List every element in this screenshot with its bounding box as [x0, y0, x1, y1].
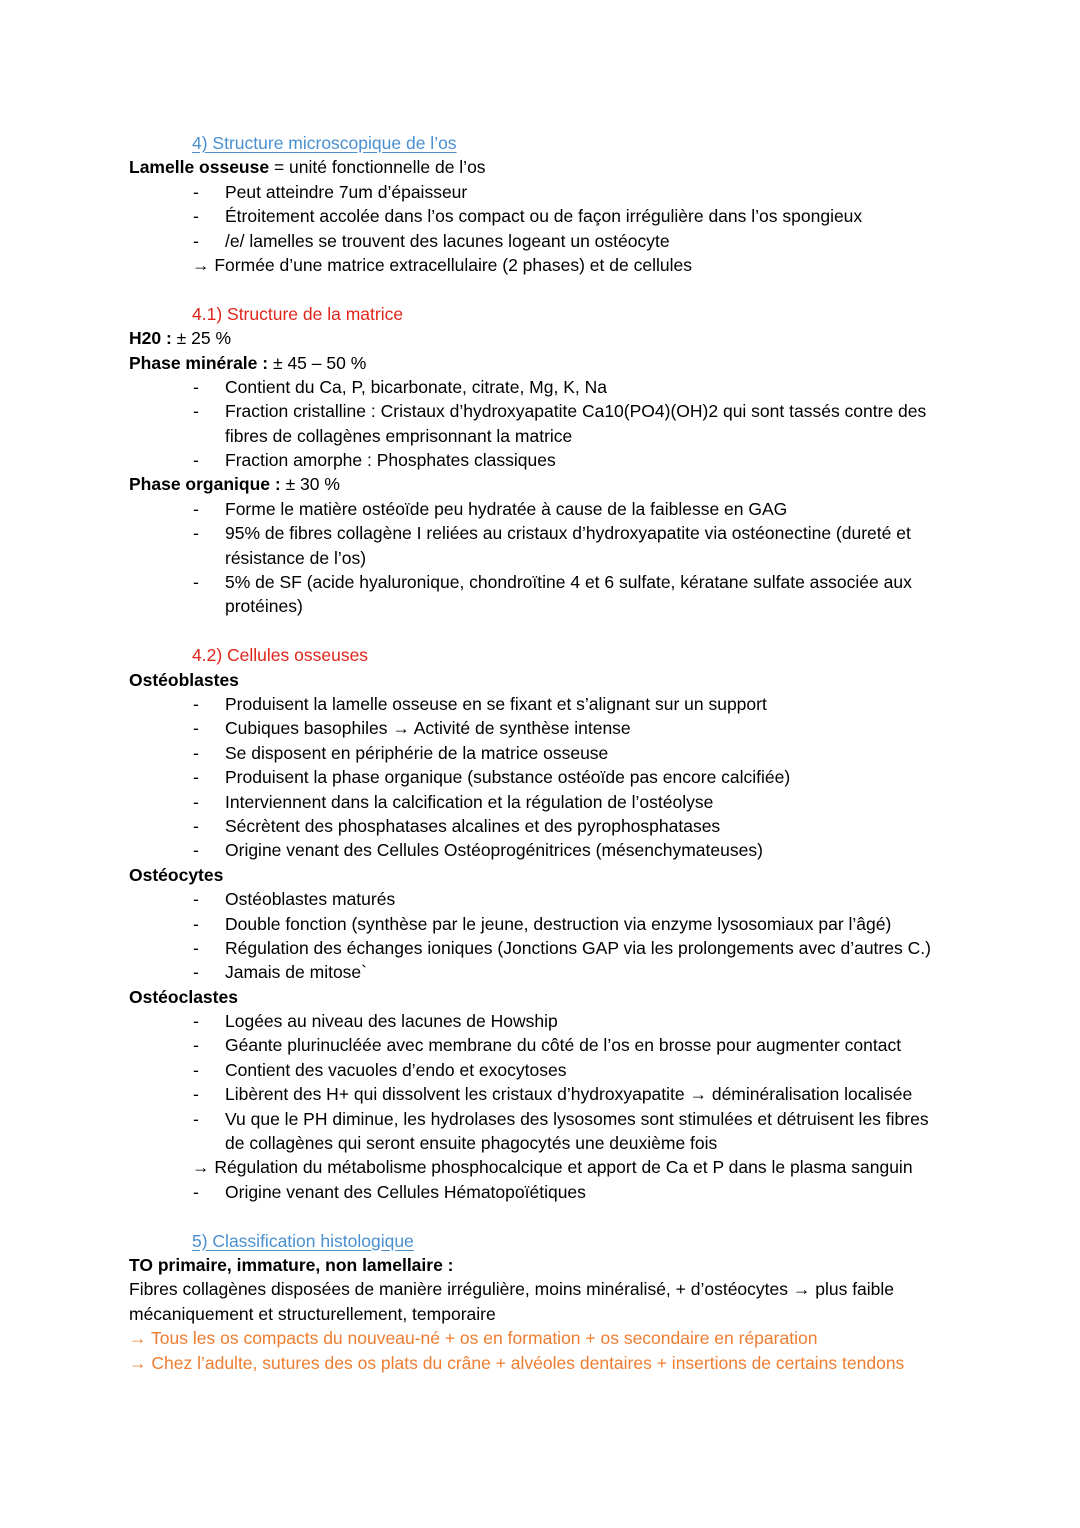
arrow-note-text: → Tous les os compacts du nouveau-né + os en formation + os secondaire en réparation	[129, 1328, 818, 1349]
bullet-dash: -	[193, 889, 199, 910]
section-heading	[0, 1229, 1080, 1253]
bullet-item	[0, 960, 1080, 984]
bullet-dash: -	[193, 1108, 199, 1129]
bullet-dash: -	[193, 1084, 199, 1105]
bullet-text: Produisent la lamelle osseuse en se fixant et s’alignant sur un support	[225, 693, 767, 714]
bullet-item	[0, 399, 1080, 423]
bold-term: Lamelle osseuse	[129, 157, 270, 178]
bullet-text: Libèrent des H+ qui dissolvent les cristaux d’hydroxyapatite → déminéralisation localisée	[225, 1084, 913, 1105]
bullet-item	[0, 1082, 1080, 1106]
arrow-note	[0, 1155, 1080, 1179]
bullet-item	[0, 716, 1080, 740]
paragraph-text: mécaniquement et structurellement, temporaire	[129, 1303, 496, 1324]
arrow-note	[0, 1326, 1080, 1350]
bold-term: TO primaire, immature, non lamellaire :	[129, 1254, 454, 1275]
bullet-text: Forme le matière ostéoïde peu hydratée à cause de la faiblesse en GAG	[225, 498, 788, 519]
bullet-item	[0, 229, 1080, 253]
arrow-note-text: → Chez l’adulte, sutures des os plats du crâne + alvéoles dentaires + insertions de certains tendons	[129, 1352, 905, 1373]
bullet-dash: -	[193, 498, 199, 519]
paragraph-line	[0, 326, 1080, 350]
paragraph-line	[0, 985, 1080, 1009]
bullet-dash: -	[193, 523, 199, 544]
bullet-text: Origine venant des Cellules Ostéoprogénitrices (mésenchymateuses)	[225, 840, 763, 861]
bullet-item	[0, 204, 1080, 228]
paragraph-line	[0, 351, 1080, 375]
bullet-item	[0, 570, 1080, 594]
paragraph-line	[0, 863, 1080, 887]
bold-term: Ostéocytes	[129, 864, 224, 885]
paragraph-line	[0, 472, 1080, 496]
bullet-continuation	[0, 594, 1080, 618]
bullet-item	[0, 887, 1080, 911]
bullet-item	[0, 180, 1080, 204]
bullet-text: 95% de fibres collagène I reliées au cristaux d’hydroxyapatite via ostéonectine (dureté et	[225, 523, 911, 544]
bullet-text: Géante plurinucléée avec membrane du côté de l’os en brosse pour augmenter contact	[225, 1035, 902, 1056]
bullet-continuation	[0, 424, 1080, 448]
bullet-item	[0, 1058, 1080, 1082]
bullet-dash: -	[193, 401, 199, 422]
bullet-text: Fraction amorphe : Phosphates classiques	[225, 450, 556, 471]
bullet-dash: -	[193, 791, 199, 812]
bullet-text: protéines)	[225, 596, 303, 617]
section-heading	[0, 302, 1080, 326]
bullet-item	[0, 765, 1080, 789]
bullet-dash: -	[193, 1059, 199, 1080]
bold-term: Phase organique :	[129, 474, 281, 495]
bullet-text: Régulation des échanges ioniques (Jonctions GAP via les prolongements avec d’autres C.)	[225, 937, 931, 958]
bullet-dash: -	[193, 572, 199, 593]
bullet-item	[0, 1009, 1080, 1033]
paragraph-line	[0, 1302, 1080, 1326]
arrow-note-text: → Régulation du métabolisme phosphocalcique et apport de Ca et P dans le plasma sanguin	[192, 1157, 913, 1178]
bullet-dash: -	[193, 376, 199, 397]
bullet-item	[0, 497, 1080, 521]
bullet-continuation	[0, 546, 1080, 570]
bullet-text: Double fonction (synthèse par le jeune, destruction via enzyme lysosomiaux par l’âgé)	[225, 913, 892, 934]
bullet-item	[0, 741, 1080, 765]
bullet-text: Contient du Ca, P, bicarbonate, citrate, Mg, K, Na	[225, 376, 607, 397]
bullet-dash: -	[193, 962, 199, 983]
bullet-text: Peut atteindre 7um d’épaisseur	[225, 181, 468, 202]
bullet-text: Ostéoblastes maturés	[225, 889, 396, 910]
section-heading-text[interactable]: 4) Structure microscopique de l’os	[192, 133, 457, 153]
bullet-text: Cubiques basophiles → Activité de synthèse intense	[225, 718, 631, 739]
bullet-dash: -	[193, 1181, 199, 1202]
bullet-item	[0, 375, 1080, 399]
bullet-dash: -	[193, 450, 199, 471]
bullet-dash: -	[193, 718, 199, 739]
bold-term: H20 :	[129, 328, 172, 349]
arrow-note-text: → Formée d’une matrice extracellulaire (2 phases) et de cellules	[192, 254, 692, 275]
bullet-text: Vu que le PH diminue, les hydrolases des lysosomes sont stimulées et détruisent les fibres	[225, 1108, 929, 1129]
section-heading-text: 4.1) Structure de la matrice	[192, 303, 404, 324]
bullet-item	[0, 790, 1080, 814]
bullet-text: Interviennent dans la calcification et la régulation de l’ostéolyse	[225, 791, 714, 812]
bold-term: Ostéoblastes	[129, 669, 239, 690]
bullet-item	[0, 1033, 1080, 1057]
bullet-dash: -	[193, 1011, 199, 1032]
bullet-dash: -	[193, 693, 199, 714]
bullet-text: Étroitement accolée dans l’os compact ou de façon irrégulière dans l’os spongieux	[225, 206, 863, 227]
bullet-dash: -	[193, 206, 199, 227]
bullet-text: Se disposent en périphérie de la matrice osseuse	[225, 742, 609, 763]
bullet-text: résistance de l’os)	[225, 547, 367, 568]
bullet-text: Sécrètent des phosphatases alcalines et des pyrophosphatases	[225, 815, 721, 836]
bullet-item	[0, 1180, 1080, 1204]
bullet-text: Produisent la phase organique (substance ostéoïde pas encore calcifiée)	[225, 767, 791, 788]
paragraph-text: = unité fonctionnelle de l’os	[269, 157, 486, 178]
bullet-item	[0, 692, 1080, 716]
bold-term: Ostéoclastes	[129, 986, 238, 1007]
arrow-note	[0, 253, 1080, 277]
bullet-dash: -	[193, 742, 199, 763]
bullet-item	[0, 448, 1080, 472]
bullet-dash: -	[193, 937, 199, 958]
section-heading-text: 4.2) Cellules osseuses	[192, 645, 369, 666]
bullet-item	[0, 521, 1080, 545]
bullet-dash: -	[193, 767, 199, 788]
bullet-dash: -	[193, 815, 199, 836]
bullet-dash: -	[193, 840, 199, 861]
section-heading	[0, 131, 1080, 155]
bullet-continuation	[0, 1131, 1080, 1155]
bullet-dash: -	[193, 913, 199, 934]
bullet-dash: -	[193, 181, 199, 202]
bullet-text: de collagènes qui seront ensuite phagocytés une deuxième fois	[225, 1133, 718, 1154]
bullet-item	[0, 912, 1080, 936]
blank-line	[0, 619, 1080, 643]
bullet-text: Origine venant des Cellules Hématopoïétiques	[225, 1181, 586, 1202]
blank-line	[0, 1204, 1080, 1228]
blank-line	[0, 277, 1080, 301]
paragraph-line	[0, 1253, 1080, 1277]
bullet-text: 5% de SF (acide hyaluronique, chondroïtine 4 et 6 sulfate, kératane sulfate associée aux	[225, 572, 912, 593]
bullet-text: Fraction cristalline : Cristaux d’hydroxyapatite Ca10(PO4)(OH)2 qui sont tassés contre des	[225, 401, 927, 422]
paragraph-text: ± 45 – 50 %	[268, 352, 367, 373]
bold-term: Phase minérale :	[129, 352, 269, 373]
paragraph-text: Fibres collagènes disposées de manière irrégulière, moins minéralisé, + d’ostéocytes → plus faible	[129, 1279, 895, 1300]
bullet-text: fibres de collagènes emprisonnant la matrice	[225, 425, 573, 446]
paragraph-line	[0, 155, 1080, 179]
bullet-text: /e/ lamelles se trouvent des lacunes logeant un ostéocyte	[225, 230, 670, 251]
bullet-item	[0, 1107, 1080, 1131]
paragraph-line	[0, 668, 1080, 692]
section-heading-text[interactable]: 5) Classification histologique	[192, 1230, 414, 1251]
bullet-text: Jamais de mitose`	[225, 962, 367, 983]
bullet-text: Logées au niveau des lacunes de Howship	[225, 1011, 558, 1032]
document-page	[0, 131, 1080, 1375]
bullet-item	[0, 838, 1080, 862]
paragraph-text: ± 25 %	[171, 328, 232, 349]
bullet-item	[0, 936, 1080, 960]
section-heading	[0, 643, 1080, 667]
paragraph-text: ± 30 %	[280, 474, 340, 495]
bullet-item	[0, 814, 1080, 838]
bullet-dash: -	[193, 230, 199, 251]
arrow-note	[0, 1351, 1080, 1375]
paragraph-line	[0, 1277, 1080, 1301]
bullet-text: Contient des vacuoles d’endo et exocytoses	[225, 1059, 567, 1080]
bullet-dash: -	[193, 1035, 199, 1056]
